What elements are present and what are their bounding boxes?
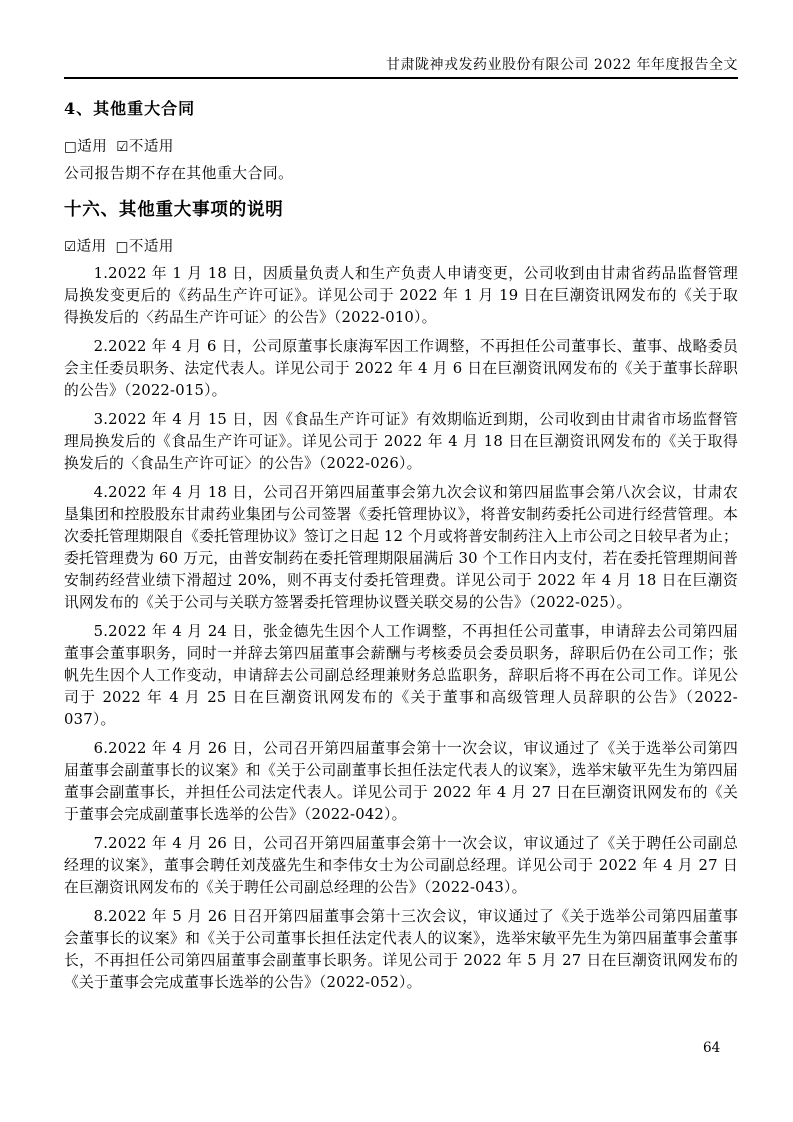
not-applicable-label: 不适用 bbox=[128, 139, 174, 155]
statement-paragraph-6: 6.2022 年 4 月 26 日，公司召开第四届董事会第十一次会议，审议通过了《关于选举公司第四届董事会副董事长的议案》和《关于公司副董事长担任法定代表人的议案》，选举宋敏平先生为第四届董事会副董事长，并担任公司法定代表人。详见公司于 2022 年 4 月 27 日在巨潮资讯网发布的《关于董事会完成副董事长选举的公告》（2022-042）。 bbox=[64, 740, 738, 823]
statement-paragraph-7: 7.2022 年 4 月 26 日，公司召开第四届董事会第十一次会议，审议通过了《关于聘任公司副总经理的议案》，董事会聘任刘茂盛先生和李伟女士为公司副总经理。详见公司于 2022 年 4 月 27 日在巨潮资讯网发布的《关于聘任公司副总经理的公告》（2022-043）。 bbox=[64, 835, 738, 896]
statement-paragraph-4: 4.2022 年 4 月 18 日，公司召开第四届董事会第九次会议和第四届监事会第八次会议，甘肃农垦集团和控股股东甘肃药业集团与公司签署《委托管理协议》，将普安制药委托公司进行经营管理。本次委托管理期限自《委托管理协议》签订之日起 12 个月或将普安制药注入上市公司之日较早者为止；委托管理费为 60 万元，由普安制药在委托管理期限届满后 30 个工作日内支付，若在委托管理期间普安制药经营业绩下滑超过 20%，则不再支付委托管理费。详见公司于 2022 年 4 月 18 日在巨潮资讯网发布的《关于公司与关联方签署委托管理协议暨关联交易的公告》（2022-025）。 bbox=[64, 484, 738, 611]
page-number: 64 bbox=[703, 1040, 721, 1056]
not-applicable-label: 不适用 bbox=[128, 239, 174, 255]
checkbox-unchecked-icon: □ bbox=[64, 139, 78, 155]
section-16-heading: 十六、其他重大事项的说明 bbox=[64, 200, 284, 220]
applicable-label: 适用 bbox=[77, 139, 108, 155]
statement-paragraph-3: 3.2022 年 4 月 15 日，因《食品生产许可证》有效期临近到期，公司收到由甘肃省市场监督管理局换发后的《食品生产许可证》。详见公司于 2022 年 4 月 18 日在巨潮资讯网发布的《关于取得换发后的〈食品生产许可证〉的公告》（2022-026）。 bbox=[64, 411, 738, 472]
applicable-option bbox=[64, 239, 107, 255]
report-title: 甘肃陇神戎发药业股份有限公司 2022 年年度报告全文 bbox=[385, 57, 738, 73]
section-4-heading: 4、其他重大合同 bbox=[64, 99, 196, 118]
section-16-applicability bbox=[64, 238, 738, 256]
not-applicable-option bbox=[116, 239, 174, 255]
checkbox-unchecked-icon: □ bbox=[115, 239, 129, 255]
statement-paragraph-1: 1.2022 年 1 月 18 日，因质量负责人和生产负责人申请变更，公司收到由甘肃省药品监督管理局换发变更后的《药品生产许可证》。详见公司于 2022 年 1 月 19 日在巨潮资讯网发布的《关于取得换发后的〈药品生产许可证〉的公告》（2022-010）。 bbox=[64, 265, 738, 326]
document-body bbox=[64, 79, 738, 1001]
applicable-label: 适用 bbox=[76, 239, 107, 255]
checkbox-checked-icon: ☑ bbox=[116, 139, 129, 155]
checkbox-checked-icon: ☑ bbox=[64, 239, 77, 255]
page-header bbox=[64, 0, 738, 79]
statement-paragraph-5: 5.2022 年 4 月 24 日，张金德先生因个人工作调整，不再担任公司董事，申请辞去公司第四届董事会董事职务，同时一并辞去第四届董事会薪酬与考核委员会委员职务，辞职后仍在公司工作；张帆先生因个人工作变动，申请辞去公司副总经理兼财务总监职务，辞职后将不再在公司工作。详见公司于 2022 年 4 月 25 日在巨潮资讯网发布的《关于董事和高级管理人员辞职的公告》（2022-037）。 bbox=[64, 623, 738, 728]
applicable-option bbox=[64, 139, 107, 155]
section-4-applicability bbox=[64, 138, 738, 156]
statement-paragraph-8: 8.2022 年 5 月 26 日召开第四届董事会第十三次会议，审议通过了《关于选举公司第四届董事会董事长的议案》和《关于公司董事长担任法定代表人的议案》，选举宋敏平先生为第四届董事会董事长，不再担任公司第四届董事会副董事长职务。详见公司于 2022 年 5 月 27 日在巨潮资讯网发布的《关于董事会完成董事长选举的公告》（2022-052）。 bbox=[64, 908, 738, 991]
not-applicable-option bbox=[116, 139, 174, 155]
section-4-body: 公司报告期不存在其他重大合同。 bbox=[64, 165, 294, 182]
statement-paragraph-2: 2.2022 年 4 月 6 日，公司原董事长康海军因工作调整，不再担任公司董事长、董事、战略委员会主任委员职务、法定代表人。详见公司于 2022 年 4 月 6 日在巨潮资讯网发布的《关于董事长辞职的公告》（2022-015）。 bbox=[64, 338, 738, 399]
